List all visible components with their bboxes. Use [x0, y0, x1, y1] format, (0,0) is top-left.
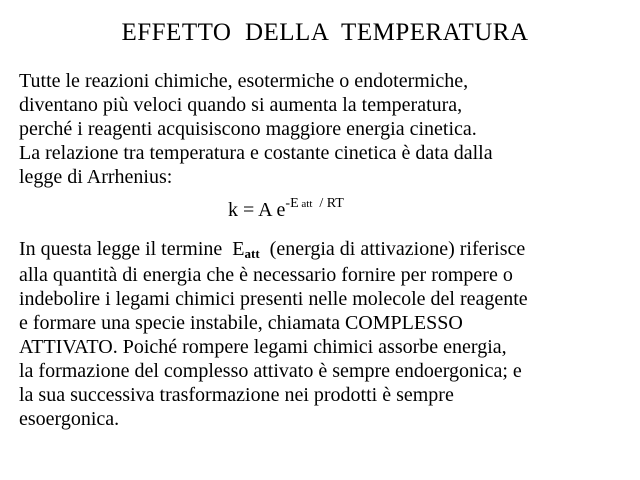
explanation-line: la sua successiva trasformazione nei prodotti è sempre — [19, 384, 454, 406]
intro-line: perché i reagenti acquisiscono maggiore energia cinetica. — [19, 118, 477, 140]
eatt-text-before: In questa legge il termine E — [19, 238, 245, 260]
explanation-line: indebolire i legami chimici presenti nelle molecole del reagente — [19, 288, 528, 310]
explanation-line: e formare una specie instabile, chiamata COMPLESSO — [19, 312, 463, 334]
explanation-line: la formazione del complesso attivato è sempre endoergonica; e — [19, 360, 522, 382]
intro-line: Tutte le reazioni chimiche, esotermiche o endotermiche, — [19, 70, 469, 92]
formula-exponent-rest: / RT — [312, 196, 344, 211]
slide-title: EFFETTO DELLA TEMPERATURA — [121, 19, 529, 46]
explanation-line: alla quantità di energia che è necessario fornire per rompere o — [19, 264, 513, 286]
explanation-line: ATTIVATO. Poiché rompere legami chimici assorbe energia, — [19, 336, 507, 358]
intro-line: legge di Arrhenius: — [19, 166, 173, 188]
explanation-line: esoergonica. — [19, 408, 120, 430]
formula-base: k = A e — [228, 199, 286, 221]
formula-exponent-sign: -E — [285, 196, 299, 211]
eatt-text-after: (energia di attivazione) riferisce — [259, 238, 526, 260]
intro-line: diventano più veloci quando si aumenta la temperatura, — [19, 94, 463, 116]
formula-exponent-sub: att — [298, 198, 313, 210]
formula-exponent — [285, 196, 343, 211]
eatt-subscript: att — [244, 246, 260, 261]
explanation-paragraph — [19, 237, 528, 431]
intro-line: La relazione tra temperatura e costante cinetica è data dalla — [19, 142, 493, 164]
intro-paragraph — [19, 69, 493, 189]
arrhenius-formula — [228, 196, 344, 222]
explanation-line-1 — [19, 237, 528, 263]
